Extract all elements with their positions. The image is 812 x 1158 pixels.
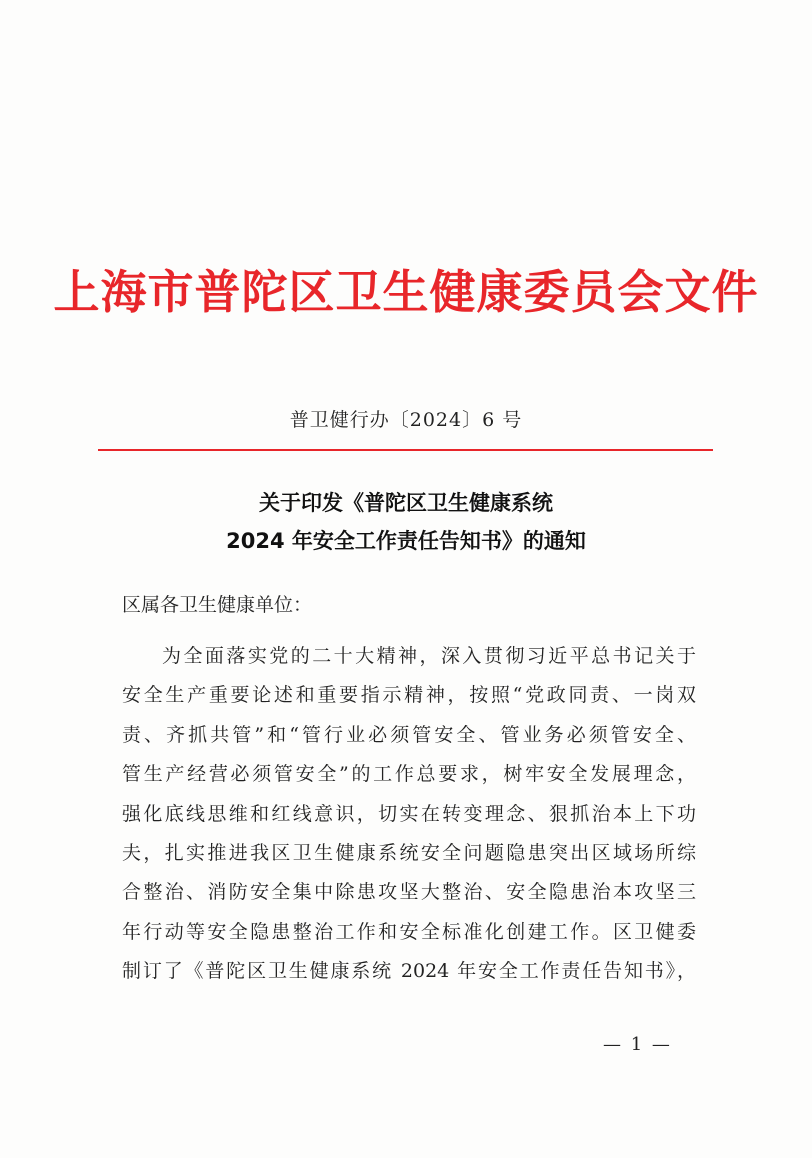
notice-title-line-2: 2024 年安全工作责任告知书》的通知 xyxy=(226,529,586,553)
document-number: 普卫健行办〔2024〕6 号 xyxy=(289,409,523,431)
body-line: 合整治、消防安全集中除患攻坚大整治、安全隐患治本攻坚三 xyxy=(122,881,696,904)
body-line: 夫，扎实推进我区卫生健康系统安全问题隐患突出区域场所综 xyxy=(122,841,696,864)
body-line: 责、齐抓共管”和“管行业必须管安全、管业务必须管安全、 xyxy=(122,723,696,746)
body-line: 为全面落实党的二十大精神，深入贯彻习近平总书记关于 xyxy=(162,645,696,667)
body-line: 制订了《普陀区卫生健康系统 2024 年安全工作责任告知书》， xyxy=(122,960,696,983)
salutation: 区属各卫生健康单位： xyxy=(122,594,313,616)
masthead-title: 上海市普陀区卫生健康委员会文件 xyxy=(53,265,759,319)
body-line: 年行动等安全隐患整治工作和安全标准化创建工作。区卫健委 xyxy=(122,920,696,943)
notice-title xyxy=(0,484,812,560)
body-line: 强化底线思维和红线意识，切实在转变理念、狠抓治本上下功 xyxy=(122,802,696,825)
body-line: 安全生产重要论述和重要指示精神，按照“党政同责、一岗双 xyxy=(122,684,696,707)
notice-title-line-1: 关于印发《普陀区卫生健康系统 xyxy=(259,491,553,515)
body-line: 管生产经营必须管安全”的工作总要求，树牢安全发展理念， xyxy=(122,763,696,786)
red-separator-line xyxy=(98,449,713,451)
body-paragraph xyxy=(122,637,696,992)
page-number: — 1 — xyxy=(603,1034,672,1055)
